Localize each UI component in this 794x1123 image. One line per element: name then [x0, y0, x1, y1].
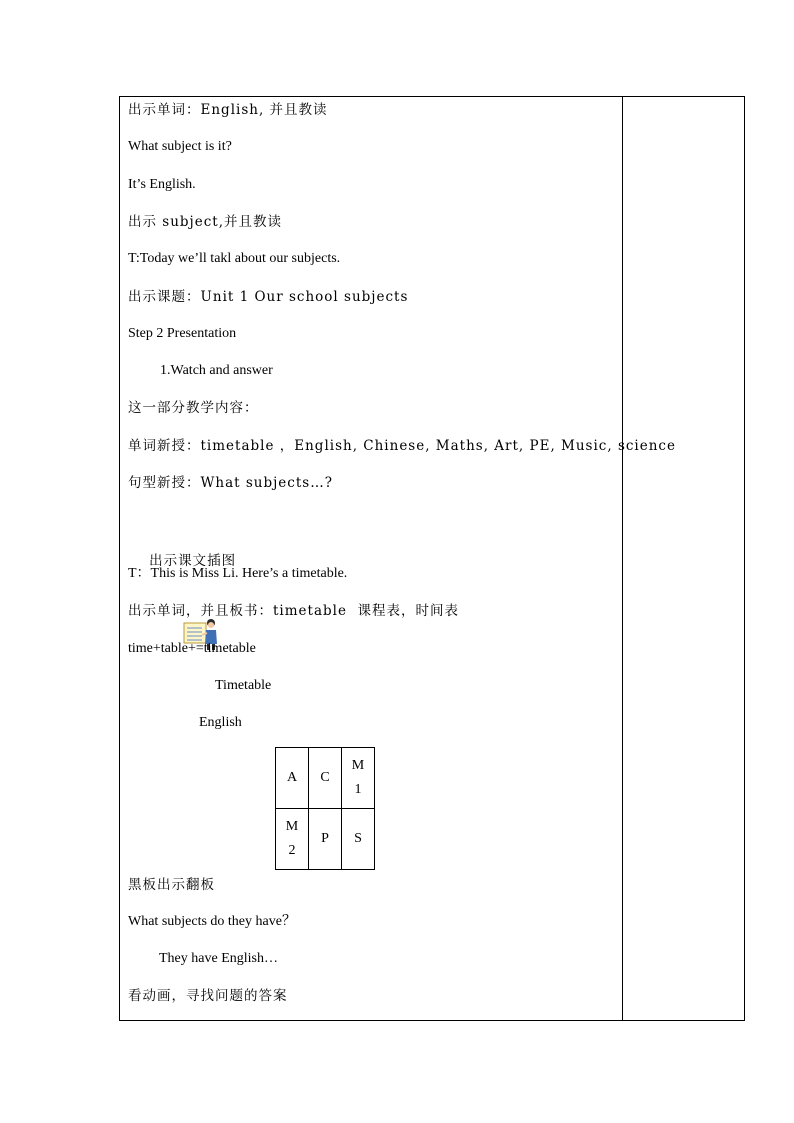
line-miss-li: T：This is Miss Li. Here’s a timetable.	[128, 566, 348, 581]
grid-cell: M 1	[342, 748, 375, 809]
line-watch-animation: 看动画，寻找问题的答案	[128, 988, 288, 1004]
line-time-table: time+table+=timetable	[128, 641, 256, 656]
show-picture-label: 出示课文插图	[149, 553, 237, 569]
line-its-english: It’s English.	[128, 177, 196, 192]
line-teaching-content: 这一部分教学内容：	[128, 400, 259, 416]
grid-cell: C	[309, 748, 342, 809]
line-new-words: 单词新授：timetable ，English, Chinese, Maths, Art, PE, Music, science	[128, 438, 676, 454]
line-show-subject: 出示 subject,并且教读	[128, 214, 283, 230]
grid-row	[276, 748, 375, 809]
line-english-label: English	[199, 715, 242, 730]
column-divider	[622, 97, 623, 1020]
grid-cell: S	[342, 809, 375, 870]
flip-board-grid	[275, 747, 375, 870]
line-what-subjects-have: What subjects do they have？	[128, 914, 296, 929]
line-show-word-english: 出示单词：English, 并且教读	[128, 102, 328, 118]
line-new-sentence: 句型新授：What subjects…?	[128, 475, 333, 491]
line-what-subject: What subject is it?	[128, 139, 232, 154]
line-show-title: 出示课题：Unit 1 Our school subjects	[128, 289, 409, 305]
line-show-timetable: 出示单词，并且板书：timetable 课程表，时间表	[128, 603, 460, 619]
line-show-picture	[128, 507, 237, 569]
line-timetable-heading: Timetable	[215, 678, 272, 693]
line-they-have: They have English…	[159, 951, 278, 966]
grid-cell: A	[276, 748, 309, 809]
line-step-2: Step 2 Presentation	[128, 326, 237, 341]
grid-row	[276, 809, 375, 870]
line-blackboard: 黑板出示翻板	[128, 877, 215, 893]
lesson-table	[119, 96, 745, 1021]
line-today: T:Today we’ll takl about our subjects.	[128, 251, 341, 266]
grid-cell: P	[309, 809, 342, 870]
line-watch-answer: 1.Watch and answer	[160, 363, 273, 378]
grid-cell: M 2	[276, 809, 309, 870]
